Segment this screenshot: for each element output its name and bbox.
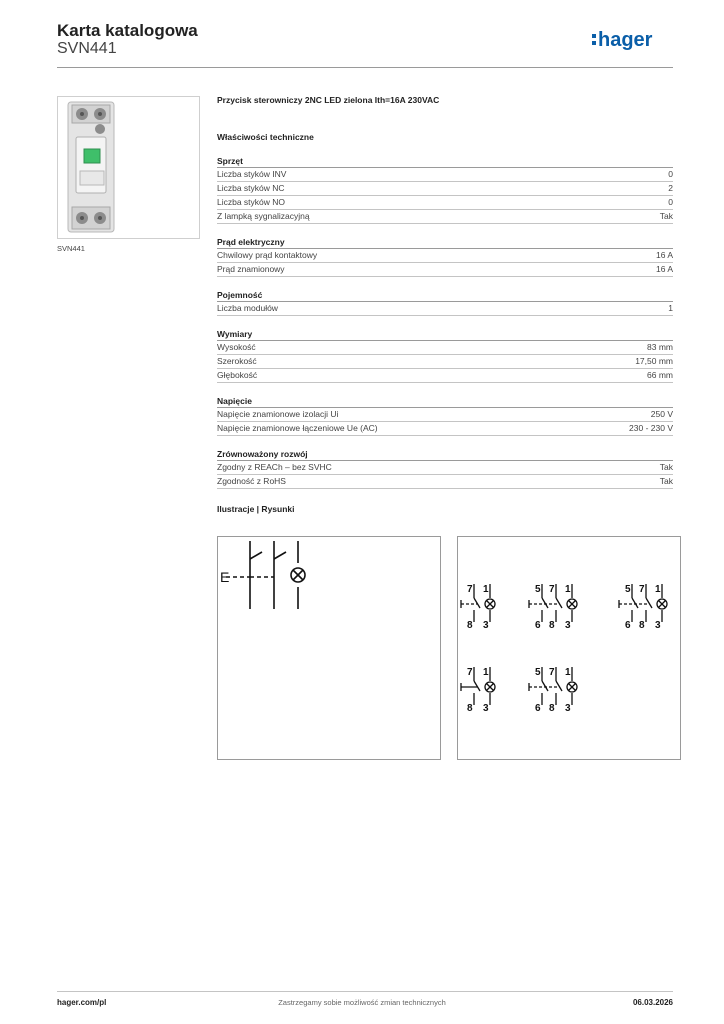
wiring-diagram — [529, 584, 577, 631]
header-divider — [57, 67, 673, 68]
spec-group — [217, 328, 673, 383]
footer-disclaimer: Zastrzegamy sobie możliwość zmian technicznych — [278, 998, 446, 1007]
illustrations-heading: Ilustracje | Rysunki — [217, 504, 295, 514]
terminal-label: 8 — [467, 703, 473, 714]
spec-label: Prąd znamionowy — [217, 264, 285, 274]
spec-value: Tak — [659, 462, 673, 472]
symbol-figure — [217, 536, 441, 760]
terminal-label: 8 — [639, 620, 645, 631]
terminal-label: 1 — [565, 584, 571, 595]
spec-row — [217, 168, 673, 182]
spec-value: 1 — [668, 303, 673, 313]
spec-value: Tak — [659, 476, 673, 486]
spec-label: Z lampką sygnalizacyjną — [217, 211, 310, 221]
terminal-label: 5 — [535, 667, 541, 678]
terminal-label: 1 — [565, 667, 571, 678]
spec-row — [217, 475, 673, 489]
spec-row — [217, 210, 673, 224]
footer-website: hager.com/pl — [57, 998, 107, 1007]
spec-row — [217, 249, 673, 263]
spec-value: 0 — [668, 197, 673, 207]
spec-label: Napięcie znamionowe łączeniowe Ue (AC) — [217, 423, 378, 433]
document-title: Karta katalogowa — [57, 21, 198, 40]
product-description: Przycisk sterowniczy 2NC LED zielona Ith=16A 230VAC — [217, 95, 440, 105]
terminal-label: 3 — [655, 620, 661, 631]
spec-label: Zgodny z REACh – bez SVHC — [217, 462, 332, 472]
footer-divider — [57, 991, 673, 992]
spec-group-title: Wymiary — [217, 328, 673, 341]
terminal-label: 8 — [549, 703, 555, 714]
terminal-label: 7 — [639, 584, 645, 595]
terminal-label: 1 — [655, 584, 661, 595]
spec-row — [217, 302, 673, 316]
spec-groups — [217, 155, 673, 489]
photo-caption: SVN441 — [57, 244, 85, 253]
symbol-label: E — [220, 569, 230, 585]
terminal-label: 5 — [625, 584, 631, 595]
spec-row — [217, 369, 673, 383]
properties-heading: Właściwości techniczne — [217, 132, 314, 142]
terminal-label: 6 — [535, 703, 541, 714]
spec-value: 16 A — [655, 264, 673, 274]
spec-label: Napięcie znamionowe izolacji Ui — [217, 409, 339, 419]
spec-value: 2 — [668, 183, 673, 193]
terminal-label: 8 — [467, 620, 473, 631]
product-code: SVN441 — [57, 40, 117, 57]
spec-group — [217, 395, 673, 436]
spec-label: Wysokość — [217, 342, 256, 352]
spec-value: 250 V — [650, 409, 673, 419]
spec-row — [217, 422, 673, 436]
spec-label: Zgodność z RoHS — [217, 476, 286, 486]
terminal-label: 6 — [535, 620, 541, 631]
technical-specs — [217, 95, 673, 514]
terminal-label: 3 — [483, 620, 489, 631]
terminal-label: 5 — [535, 584, 541, 595]
terminal-label: 7 — [467, 667, 473, 678]
spec-group-title: Napięcie — [217, 395, 673, 408]
spec-group — [217, 236, 673, 277]
terminal-label: 6 — [625, 620, 631, 631]
hager-logo — [592, 24, 676, 56]
spec-group — [217, 289, 673, 316]
spec-row — [217, 355, 673, 369]
terminal-label: 3 — [565, 620, 571, 631]
wiring-figure — [457, 536, 681, 760]
spec-label: Szerokość — [217, 356, 257, 366]
spec-value: 83 mm — [647, 342, 673, 352]
spec-label: Chwilowy prąd kontaktowy — [217, 250, 318, 260]
terminal-label: 3 — [483, 703, 489, 714]
spec-row — [217, 263, 673, 277]
spec-value: 16 A — [655, 250, 673, 260]
footer-date: 06.03.2026 — [632, 998, 673, 1007]
spec-row — [217, 196, 673, 210]
spec-label: Liczba styków INV — [217, 169, 287, 179]
terminal-label: 7 — [467, 584, 473, 595]
spec-label: Liczba modułów — [217, 303, 278, 313]
spec-label: Liczba styków NO — [217, 197, 286, 207]
wiring-diagram — [529, 667, 577, 714]
spec-group-title: Sprzęt — [217, 155, 673, 168]
terminal-label: 7 — [549, 667, 555, 678]
terminal-label: 8 — [549, 620, 555, 631]
terminal-label: 3 — [565, 703, 571, 714]
wiring-diagram — [619, 584, 667, 631]
spec-value: 230 - 230 V — [629, 423, 673, 433]
wiring-diagram — [461, 667, 495, 714]
logo-text: hager — [598, 29, 653, 51]
spec-row — [217, 182, 673, 196]
wiring-diagram — [461, 584, 495, 631]
product-photo — [57, 96, 200, 239]
spec-row — [217, 341, 673, 355]
spec-group — [217, 448, 673, 489]
terminal-label: 1 — [483, 667, 489, 678]
terminal-label: 7 — [549, 584, 555, 595]
spec-label: Liczba styków NC — [217, 183, 285, 193]
spec-group-title: Pojemność — [217, 289, 673, 302]
spec-value: Tak — [659, 211, 673, 221]
spec-group — [217, 155, 673, 224]
spec-value: 0 — [668, 169, 673, 179]
spec-group-title: Zrównoważony rozwój — [217, 448, 673, 461]
spec-value: 17,50 mm — [635, 356, 673, 366]
spec-value: 66 mm — [647, 370, 673, 380]
spec-label: Głębokość — [217, 370, 258, 380]
spec-row — [217, 408, 673, 422]
spec-group-title: Prąd elektryczny — [217, 236, 673, 249]
terminal-label: 1 — [483, 584, 489, 595]
spec-row — [217, 461, 673, 475]
